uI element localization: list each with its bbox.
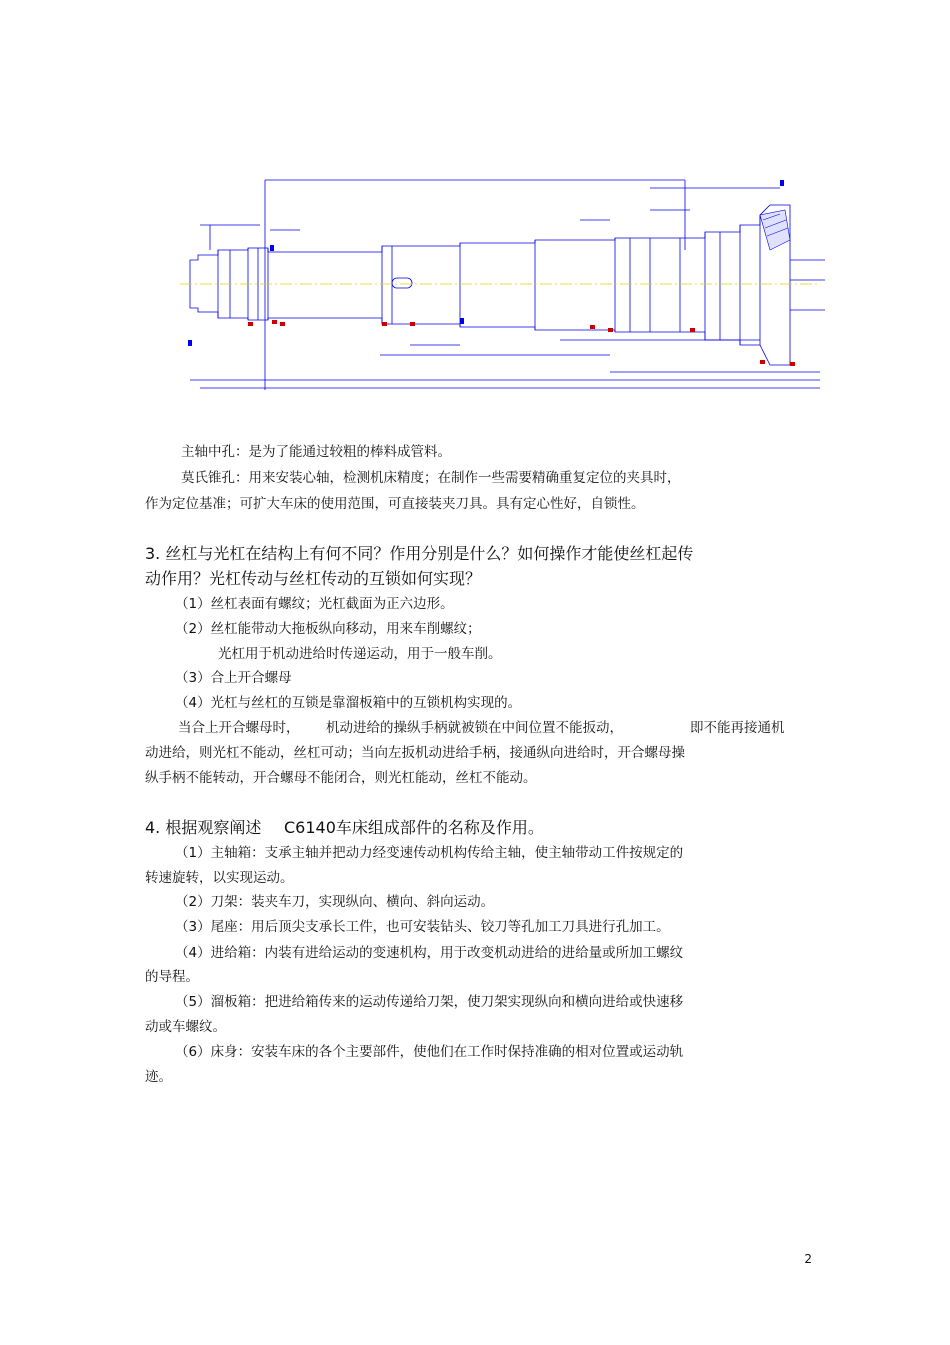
answer-4-item-2: （2）刀架：装夹车刀，实现纵向、横向、斜向运动。 bbox=[175, 894, 495, 910]
datum-markers bbox=[188, 180, 784, 346]
answer-3-para-1b: 机动进给的操纵手柄就被锁在中间位置不能扳动， bbox=[326, 720, 623, 736]
answer-3-item-2b: 光杠用于机动进给时传递运动，用于一般车削。 bbox=[218, 646, 502, 662]
answer-4-item-1b: 转速旋转，以实现运动。 bbox=[145, 870, 294, 886]
question-4-title-a: 4. 根据观察阐述 bbox=[145, 818, 262, 837]
page-number: 2 bbox=[804, 1252, 812, 1266]
answer-4-item-5b: 动或车螺纹。 bbox=[145, 1019, 226, 1035]
answer-4-item-4b: 的导程。 bbox=[145, 969, 199, 985]
answer-3-item-4: （4）光杠与丝杠的互锁是靠溜板箱中的互锁机构实现的。 bbox=[175, 695, 522, 711]
para-morse-taper-1: 莫氏锥孔：用来安装心轴，检测机床精度；在制作一些需要精确重复定位的夹具时， bbox=[181, 470, 681, 486]
answer-3-para-2: 动进给，则光杠不能动，丝杠可动；当向左扳机动进给手柄，接通纵向进给时，开合螺母操 bbox=[145, 745, 685, 761]
answer-4-item-1a: （1）主轴箱：支承主轴并把动力经变速传动机构传给主轴，使主轴带动工件按规定的 bbox=[175, 845, 684, 861]
para-morse-taper-2: 作为定位基准；可扩大车床的使用范围，可直接装夹刀具。具有定心性好，自锁性。 bbox=[145, 496, 645, 512]
answer-3-para-1c: 即不能再接通机 bbox=[690, 720, 785, 736]
answer-3-para-3: 纵手柄不能转动，开合螺母不能闭合，则光杠能动，丝杠不能动。 bbox=[145, 770, 537, 786]
answer-4-item-3: （3）尾座：用后顶尖支承长工件，也可安装钻头、铰刀等孔加工刀具进行孔加工。 bbox=[175, 919, 670, 935]
question-3-line-2: 动作用？光杠传动与丝杠传动的互锁如何实现？ bbox=[145, 569, 482, 588]
question-4-title-b: C6140车床组成部件的名称及作用。 bbox=[284, 818, 544, 837]
answer-4-item-5a: （5）溜板箱：把进给箱传来的运动传递给刀架，使刀架实现纵向和横向进给或快速移 bbox=[175, 994, 684, 1010]
answer-3-item-3: （3）合上开合螺母 bbox=[175, 670, 292, 686]
drawing-lines bbox=[190, 180, 825, 390]
answer-3-item-1: （1）丝杠表面有螺纹；光杠截面为正六边形。 bbox=[175, 596, 454, 612]
answer-4-item-6b: 迹。 bbox=[145, 1069, 172, 1085]
answer-3-item-2: （2）丝杠能带动大拖板纵向移动，用来车削螺纹； bbox=[175, 621, 481, 637]
para-spindle-bore: 主轴中孔：是为了能通过较粗的棒料成管料。 bbox=[181, 444, 451, 460]
answer-4-item-4a: （4）进给箱：内装有进给运动的变速机构，用于改变机动进给的进给量或所加工螺纹 bbox=[175, 945, 684, 961]
question-3-line-1: 3. 丝杠与光杠在结构上有何不同？作用分别是什么？如何操作才能使丝杠起传 bbox=[145, 544, 694, 563]
flange-section bbox=[760, 210, 790, 250]
spindle-drawing bbox=[160, 140, 830, 410]
answer-3-para-1a: 当合上开合螺母时， bbox=[178, 720, 300, 736]
answer-4-item-6a: （6）床身：安装车床的各个主要部件，使他们在工作时保持准确的相对位置或运动轨 bbox=[175, 1044, 684, 1060]
